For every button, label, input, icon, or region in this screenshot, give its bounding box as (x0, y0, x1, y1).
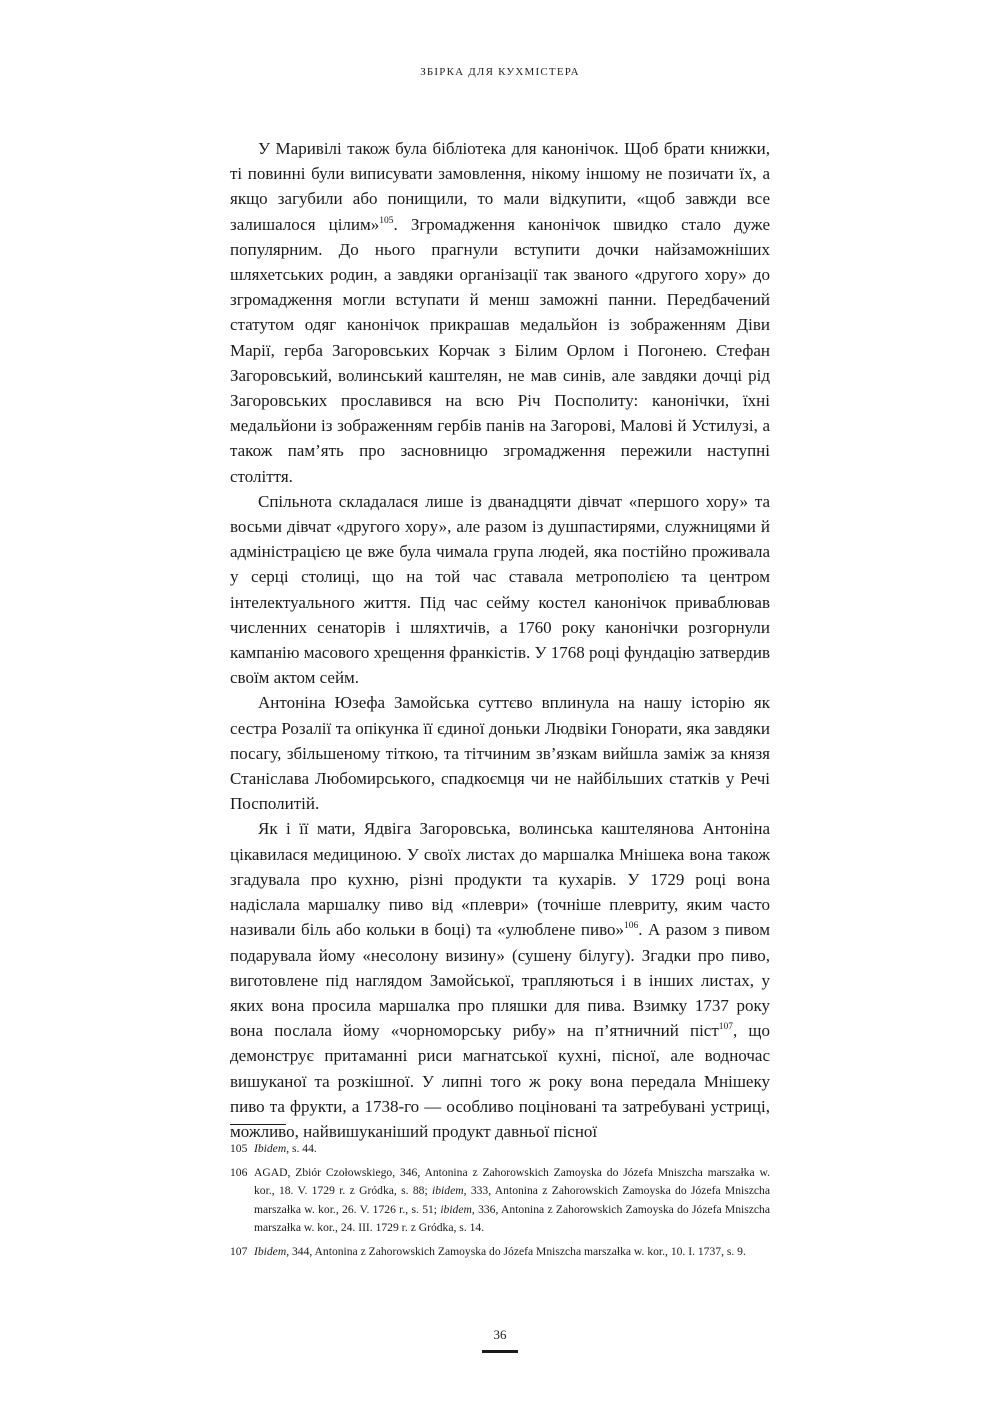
footnote-text (254, 1243, 770, 1262)
text-run: . Згромадження канонічок швидко стало дуже популярним. До нього прагнули вступити дочки найзаможніших шляхетських родин, а завдяки організації так званого «другого хору» до згромадження могли вступати й менш заможні панни. Передбачений статутом одяг канонічок прикрашав медальйон із зображенням Діви Марії, герба Загоровських Корчак з Білим Орлом і Погонею. Стефан Загоровський, волинський каштелян, не мав синів, але завдяки дочці рід Загоровських прославився на всю Річ Посполиту: канонічки, їхні медальйони із зображенням гербів панів на Загорові, Малові й Устилузі, а також пам’ять про засновницю згромадження пережили наступні століття. (230, 214, 770, 486)
page-number: 36 (493, 1327, 507, 1342)
footnote-run: , 344, Antonina z Zahorowskich Zamoyska do Józefa Mniszcha marszałka w. kor., 10. I. 1737, s. 9. (286, 1244, 746, 1258)
footnotes (230, 1140, 770, 1267)
text-run: . А разом з пивом подарувала йому «несолону визину» (сушену білугу). Згадки про пиво, виготовлене під наглядом Замойської, трапляються і в інших листах, у яких вона просила маршалка про пляшки для пива. Взимку 1737 року вона послала йому «чорноморську рибу» на п’ятничний піст (230, 920, 770, 1041)
paragraph (230, 816, 770, 1144)
footnote-ref-106: 106 (624, 921, 639, 932)
footnote-text (254, 1140, 770, 1159)
paragraph (230, 489, 770, 691)
footnote-run: , s. 44. (286, 1142, 317, 1155)
footnote-run: , 333, Antonina z Zahorowskich Zamoyska do Józefa Mniszcha marszałka w. kor., 26. V. 1726 r., s. 51; (254, 1184, 771, 1216)
footnote-number: 106 (230, 1165, 248, 1179)
footnote-italic: Ibidem (254, 1244, 287, 1258)
paragraph (230, 136, 770, 489)
footnote (230, 1243, 770, 1262)
footnote-number: 105 (230, 1142, 248, 1155)
running-head: ЗБІРКА ДЛЯ КУХМІСТЕРА (420, 66, 580, 78)
footnote-run: AGAD, Zbiór Czołowskiego, 346, Antonina z Zahorowskich Zamoyska do Józefa Mniszcha marszałka w. kor., 18. V. 1729 r. z Gródka, s. 88; (254, 1165, 770, 1198)
paragraph (230, 690, 770, 816)
footnote-number: 107 (230, 1244, 248, 1258)
footnote (230, 1164, 770, 1238)
text-run: , що демонструє притаманні риси магнатської кухні, пісної, але водночас вишуканої та розкішної. У липні того ж року вона передала Мнішеку пиво та фрукти, а 1738-го — особливо поціновані та затребувані устриці, можливо, найвишуканіший продукт давньої пісної (230, 1021, 770, 1141)
text-run: Антоніна Юзефа Замойська суттєво вплинула на нашу історію як сестра Розалії та опікунка її єдиної доньки Людвіки Гонорати, яка завдяки посагу, збільшеному тіткою, та тітчиним зв’язкам вийшла заміж за князя Станіслава Любомирського, спадкоємця чи не найбільших статків у Речі Посполитій. (230, 693, 770, 814)
text-run: У Маривілі також була бібліотека для канонічок. Щоб брати книжки, ті повинні були виписувати замовлення, нікому іншому не позичати їх, а якщо загубили або понищили, то мали відкупити, «щоб завжди все залишалося цілим» (230, 139, 770, 234)
footnote-run: , 336, Antonina z Zahorowskich Zamoyska do Józefa Mniszcha marszałka w. kor., 24. III. 1729 r. z Gródka, s. 14. (254, 1202, 771, 1235)
footnote-text (254, 1164, 770, 1238)
footnote-ref-105: 105 (379, 215, 394, 226)
footnote-italic: Ibidem (254, 1142, 287, 1155)
page-number-bar (482, 1350, 518, 1353)
footnote-italic: ibidem (440, 1202, 472, 1216)
main-text (230, 136, 770, 1144)
footnote-italic: ibidem (432, 1184, 464, 1198)
footnote-ref-107: 107 (718, 1022, 734, 1033)
text-run: Спільнота складалася лише із дванадцяти дівчат «першого хору» та восьми дівчат «другого хору», але разом із душпастирями, служницями й адміністрацією це вже була чимала група людей, яка постійно проживала у серці столиці, що на той час ставала метрополією та центром інтелектуального життя. Під час сейму костел канонічок приваблював численних сенаторів і шляхтичів, а 1760 року канонічки розгорнули кампанію масового хрещення франкістів. У 1768 році фундацію затвердив своїм актом сейм. (230, 491, 771, 688)
footnote (230, 1140, 770, 1159)
footnote-divider (230, 1124, 286, 1125)
text-run: Як і її мати, Ядвіга Загоровська, волинська каштелянова Антоніна цікавилася медициною. У своїх листах до маршалка Мнішека вона також згадувала про кухню, різні продукти та кухарів. У 1729 році вона надіслала маршалку пиво від «плеври» (точніше плевриту, яким часто називали біль або кольки в боці) та «улюблене пиво» (230, 819, 770, 940)
